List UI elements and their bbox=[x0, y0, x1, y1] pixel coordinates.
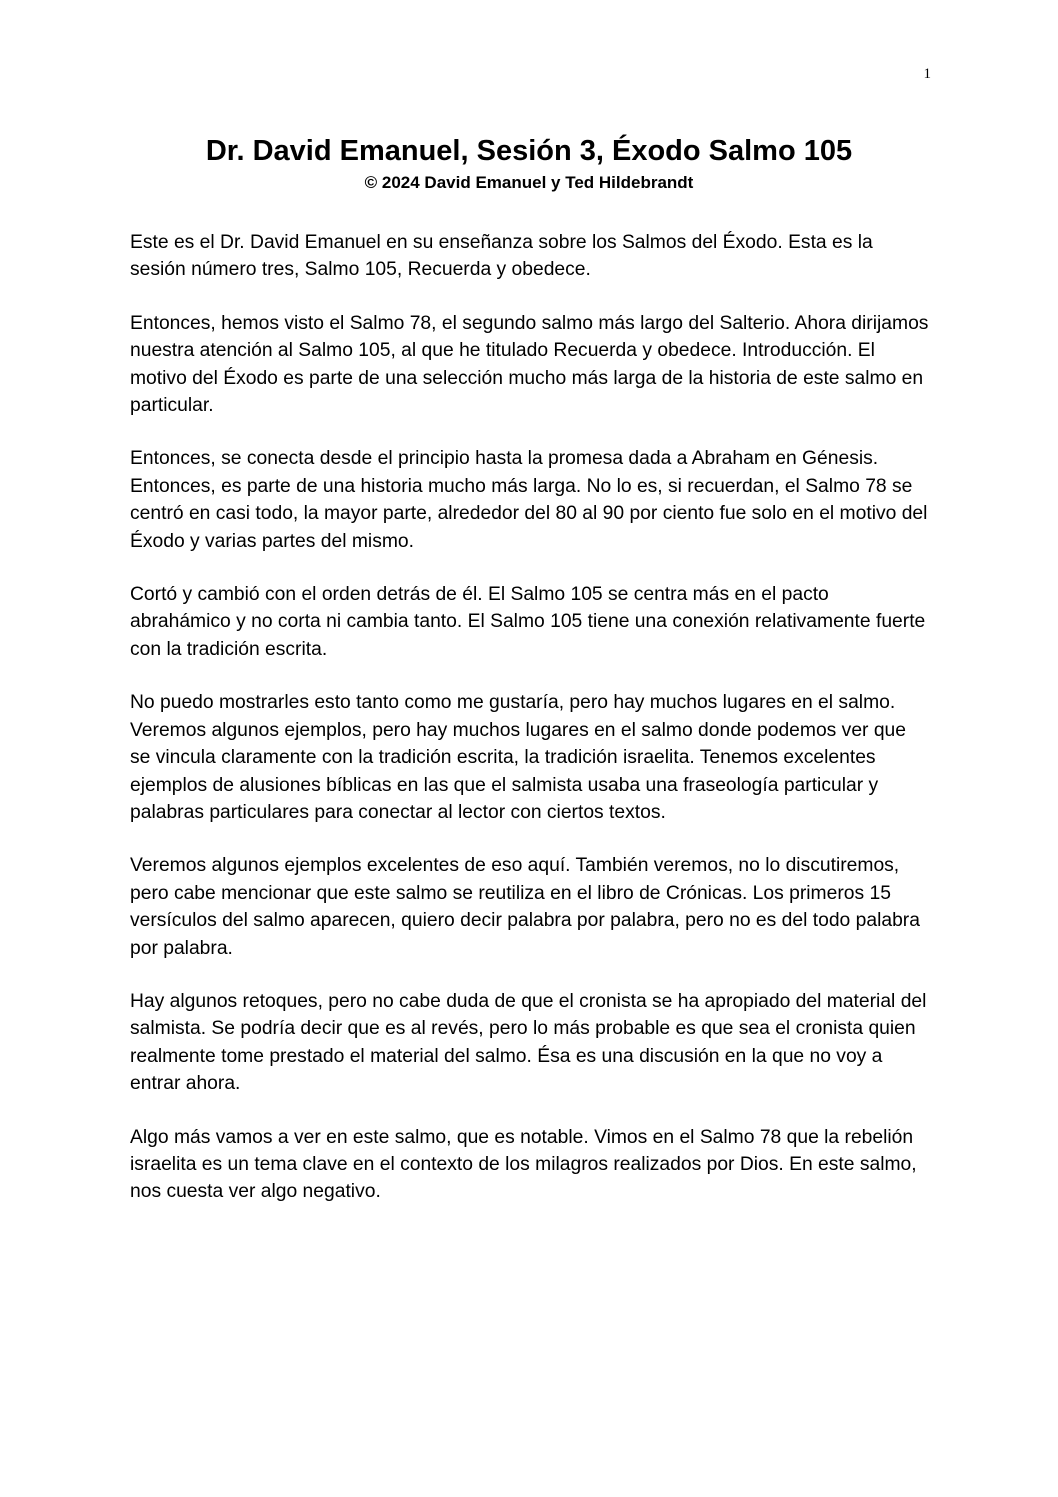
paragraph: Este es el Dr. David Emanuel en su enseñanza sobre los Salmos del Éxodo. Esta es la sesión número tres, Salmo 105, Recuerda y obedece. bbox=[130, 232, 873, 281]
paragraph: Cortó y cambió con el orden detrás de él. El Salmo 105 se centra más en el pacto abrahámico y no corta ni cambia tanto. El Salmo 105 tiene una conexión relativamente fuerte con la tradición escrita. bbox=[130, 584, 926, 660]
paragraph: Algo más vamos a ver en este salmo, que es notable. Vimos en el Salmo 78 que la rebelión israelita es un tema clave en el contexto de los milagros realizados por Dios. En este salmo, nos cuesta ver algo negativo. bbox=[130, 1126, 917, 1203]
document-title: Dr. David Emanuel, Sesión 3, Éxodo Salmo 105 bbox=[205, 135, 853, 167]
paragraph: Entonces, hemos visto el Salmo 78, el segundo salmo más largo del Salterio. Ahora dirijamos nuestra atención al Salmo 105, al que he titulado Recuerda y obedece. Introducción. El motivo del Éxodo es parte de una selección mucho más larga de la historia de este salmo en particular. bbox=[130, 312, 929, 417]
paragraph: Entonces, se conecta desde el principio hasta la promesa dada a Abraham en Génesis. Entonces, es parte de una historia mucho más larga. No lo es, si recuerdan, el Salmo 78 se centró en casi todo, la mayor parte, alrededor del 80 al 90 por ciento fue solo en el motivo del Éxodo y varias partes del mismo. bbox=[130, 448, 928, 552]
page-number: 1 bbox=[923, 66, 931, 82]
paragraph: Hay algunos retoques, pero no cabe duda de que el cronista se ha apropiado del material del salmista. Se podría decir que es al revés, pero lo más probable es que sea el cronista quien realmente tome prestado el material del salmo. Ésa es una discusión en la que no voy a entrar ahora. bbox=[130, 990, 927, 1095]
copyright-line: © 2024 David Emanuel y Ted Hildebrandt bbox=[364, 173, 694, 192]
paragraph: No puedo mostrarles esto tanto como me gustaría, pero hay muchos lugares en el salmo. Veremos algunos ejemplos, pero hay muchos lugares en el salmo donde podemos ver que se vincula claramente con la tradición escrita, la tradición israelita. Tenemos excelentes ejemplos de alusiones bíblicas en las que el salmista usaba una fraseología particular y palabras particulares para conectar al lector con ciertos textos. bbox=[130, 692, 906, 823]
document-body bbox=[130, 229, 930, 1232]
paragraph: Veremos algunos ejemplos excelentes de eso aquí. También veremos, no lo discutiremos, pero cabe mencionar que este salmo se reutiliza en el libro de Crónicas. Los primeros 15 versículos del salmo aparecen, quiero decir palabra por palabra, pero no es del todo palabra por palabra. bbox=[130, 855, 920, 959]
